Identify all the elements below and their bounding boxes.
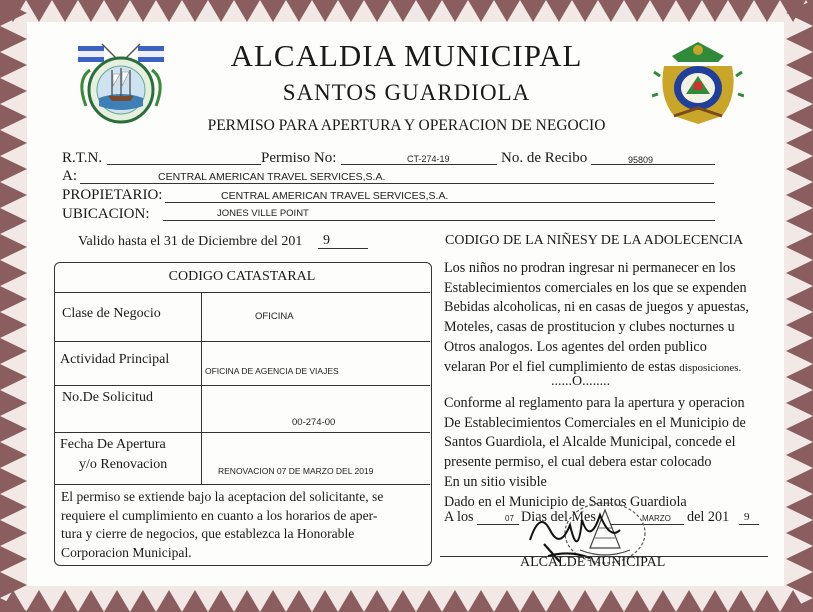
permiso-label: Permiso No: xyxy=(261,150,337,166)
dias-del-mes-label: Dias del Mes xyxy=(521,509,596,525)
divider xyxy=(54,432,430,433)
separator: ......O........ xyxy=(551,374,611,389)
actividad-value: OFICINA DE AGENCIA DE VIAJES xyxy=(205,366,339,376)
footer-line: Corporacion Municipal. xyxy=(61,544,192,560)
ubicacion-field-line xyxy=(163,220,715,221)
recibo-label: No. de Recibo xyxy=(501,150,588,166)
fecha-apertura-label: Fecha De Apertura xyxy=(60,437,166,452)
permit-title: PERMISO PARA APERTURA Y OPERACION DE NEGOCIO xyxy=(207,117,606,134)
codigo-ninez-heading: CODIGO DE LA NIÑESY DE LA ADOLECENCIA xyxy=(445,233,744,248)
recibo-value: 95809 xyxy=(628,155,654,165)
text-line: Moteles, casas de prostitucion y clubes nocturnes u xyxy=(444,319,735,336)
actividad-label: Actividad Principal xyxy=(60,352,170,367)
del-label: del 201 xyxy=(687,509,730,525)
a-los-label: A los xyxy=(444,509,474,525)
text-line: Los niños no prodran ingresar ni permanecer en los xyxy=(444,260,736,276)
solicitud-label: No.De Solicitud xyxy=(62,390,153,405)
validity-text: Valido hasta el 31 de Diciembre del 201 xyxy=(78,234,303,249)
disposiciones-text: disposiciones. xyxy=(679,361,742,374)
footer-line: tura y cierre de negocios, que establezca la Honorable xyxy=(61,526,355,541)
divider xyxy=(54,341,430,342)
catastral-heading: CODIGO CATASTARAL xyxy=(168,269,316,284)
propietario-label: PROPIETARIO: xyxy=(62,187,163,203)
text-line: Santos Guardiola, el Alcalde Municipal, concede el xyxy=(444,434,736,451)
clase-negocio-value: OFICINA xyxy=(255,311,294,322)
text-line: En un sitio visible xyxy=(444,473,547,490)
fecha-apertura-value: RENOVACION 07 DE MARZO DEL 2019 xyxy=(218,466,374,476)
divider xyxy=(54,385,430,386)
footer-line: requiere el cumplimiento en cuanto a los horarios de aper- xyxy=(61,507,378,523)
text-line: Conforme al reglamento para la apertura y operacion xyxy=(444,395,745,411)
a-value: CENTRAL AMERICAN TRAVEL SERVICES,S.A. xyxy=(158,171,386,183)
text-line: Otros analogos. Los agentes del orden publico xyxy=(444,338,707,355)
rtn-field xyxy=(107,164,261,165)
day-value: 07 xyxy=(505,514,514,523)
day-line xyxy=(477,524,519,525)
year-value: 9 xyxy=(744,511,750,523)
year-line xyxy=(739,524,759,525)
municipality-name: SANTOS GUARDIOLA xyxy=(282,80,531,105)
ubicacion-value: JONES VILLE POINT xyxy=(217,208,309,219)
permiso-field-line xyxy=(341,164,497,165)
a-label: A: xyxy=(62,168,77,184)
propietario-value: CENTRAL AMERICAN TRAVEL SERVICES,S.A. xyxy=(221,190,449,202)
page-title: ALCALDIA MUNICIPAL xyxy=(230,38,583,73)
catastral-footer-text xyxy=(61,488,383,562)
renovacion-label: y/o Renovacion xyxy=(79,457,168,472)
validity-year-value: 9 xyxy=(323,233,330,248)
text-line: Bebidas alcoholicas, ni en casas de juegos y apuestas, xyxy=(444,299,749,316)
codigo-ninez-text xyxy=(444,259,749,378)
permiso-value: CT-274-19 xyxy=(407,154,450,164)
divider xyxy=(54,484,430,485)
text-line: Establecimientos comerciales en los que se expenden xyxy=(444,279,747,296)
rtn-label: R.T.N. xyxy=(62,150,103,166)
footer-line: El permiso se extiende bajo la aceptacion del solicitante, se xyxy=(61,489,384,504)
month-value: MARZO xyxy=(642,514,671,523)
column-divider xyxy=(201,292,202,484)
ubicacion-label: UBICACION: xyxy=(62,206,150,222)
text-line: De Establecimientos Comerciales en el Municipio de xyxy=(444,414,746,431)
clase-negocio-label: Clase de Negocio xyxy=(62,306,161,321)
propietario-field-line xyxy=(165,202,715,203)
solicitud-value: 00-274-00 xyxy=(292,417,336,428)
divider xyxy=(54,292,430,293)
a-field-line xyxy=(80,183,714,184)
text-line: Dado en el Municipio de Santos Guardiola xyxy=(444,493,687,510)
text-line: velaran Por el fiel cumplimiento de estas xyxy=(444,358,680,375)
signature-label: ALCALDE MUNICIPAL xyxy=(520,555,666,570)
conforme-text xyxy=(444,394,746,512)
text-line: presente permiso, el cual debera estar colocado xyxy=(444,454,712,471)
